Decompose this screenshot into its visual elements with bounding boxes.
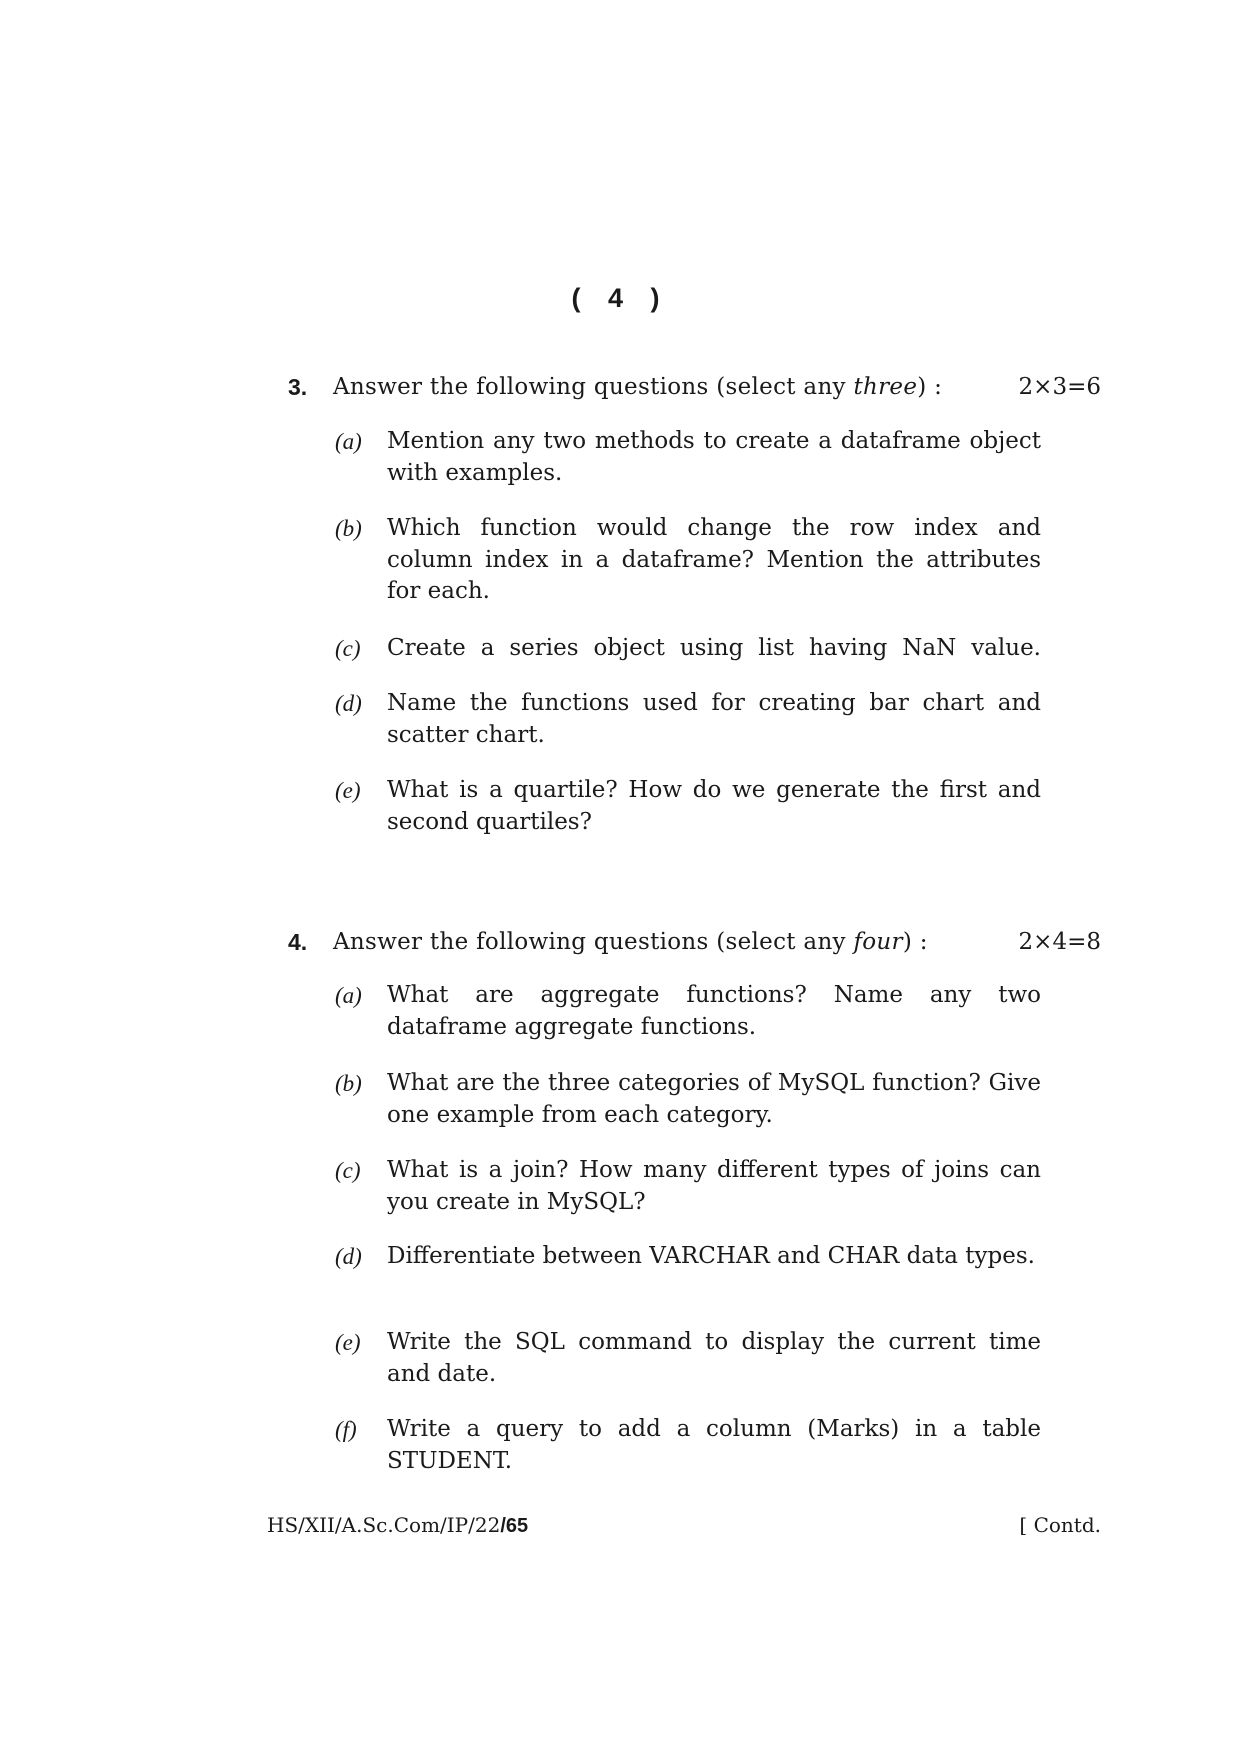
item-text: Name the functions used for creating bar chart and scatter chart. bbox=[387, 690, 1041, 748]
prompt-text-end: ) : bbox=[917, 374, 943, 400]
question-prompt bbox=[333, 926, 928, 958]
item-text: Write the SQL command to display the current time and date. bbox=[387, 1329, 1041, 1387]
question-3b bbox=[335, 513, 1041, 608]
prompt-text: Answer the following questions (select any bbox=[333, 929, 854, 955]
paper-code-prefix: HS/XII/A.Sc.Com/IP/22 bbox=[267, 1513, 501, 1537]
question-3c bbox=[335, 633, 1041, 665]
question-number: 3. bbox=[288, 374, 308, 400]
item-label: (f) bbox=[335, 1417, 357, 1442]
question-4f bbox=[335, 1414, 1041, 1477]
item-label: (b) bbox=[335, 516, 362, 541]
prompt-emphasis: four bbox=[853, 929, 903, 955]
item-label: (b) bbox=[335, 1071, 362, 1096]
item-label: (d) bbox=[335, 1244, 362, 1269]
item-text: Create a series object using list having NaN value. bbox=[387, 635, 1041, 661]
page-footer bbox=[267, 1511, 1101, 1540]
item-text: Differentiate between VARCHAR and CHAR data types. bbox=[387, 1243, 1035, 1269]
question-4a bbox=[335, 980, 1041, 1043]
prompt-text: Answer the following questions (select any bbox=[333, 374, 854, 400]
item-text: What are aggregate functions? Name any two dataframe aggregate functions. bbox=[387, 982, 1041, 1040]
item-label: (a) bbox=[335, 429, 362, 454]
item-label: (e) bbox=[335, 1330, 361, 1355]
prompt-text-end: ) : bbox=[902, 929, 928, 955]
question-prompt bbox=[333, 371, 942, 403]
question-marks: 2×3=6 bbox=[1018, 374, 1101, 400]
item-text: What is a quartile? How do we generate the first and second quartiles? bbox=[387, 777, 1041, 835]
continued-label: [ Contd. bbox=[1019, 1513, 1101, 1537]
question-3e bbox=[335, 775, 1041, 838]
item-text: Which function would change the row index and column index in a dataframe? Mention the attributes for each. bbox=[387, 515, 1041, 604]
item-text: Mention any two methods to create a dataframe object with examples. bbox=[387, 428, 1041, 486]
item-text: Write a query to add a column (Marks) in a table STUDENT. bbox=[387, 1416, 1041, 1474]
item-text: What are the three categories of MySQL function? Give one example from each category. bbox=[387, 1070, 1041, 1128]
question-number: 4. bbox=[288, 929, 308, 955]
item-label: (d) bbox=[335, 691, 362, 716]
question-3a bbox=[335, 426, 1041, 489]
item-label: (c) bbox=[335, 1158, 361, 1183]
question-marks: 2×4=8 bbox=[1018, 929, 1101, 955]
item-label: (e) bbox=[335, 778, 361, 803]
question-4e bbox=[335, 1327, 1041, 1390]
prompt-emphasis: three bbox=[853, 374, 918, 400]
page-number: ( 4 ) bbox=[571, 283, 670, 313]
item-label: (c) bbox=[335, 636, 361, 661]
question-3d bbox=[335, 688, 1041, 751]
question-4b bbox=[335, 1068, 1041, 1131]
item-text: What is a join? How many different types of joins can you create in MySQL? bbox=[387, 1157, 1041, 1215]
question-4c bbox=[335, 1155, 1041, 1218]
paper-code bbox=[267, 1513, 528, 1537]
item-label: (a) bbox=[335, 983, 362, 1008]
question-4d bbox=[335, 1241, 1041, 1273]
paper-code-number: /65 bbox=[500, 1515, 529, 1537]
